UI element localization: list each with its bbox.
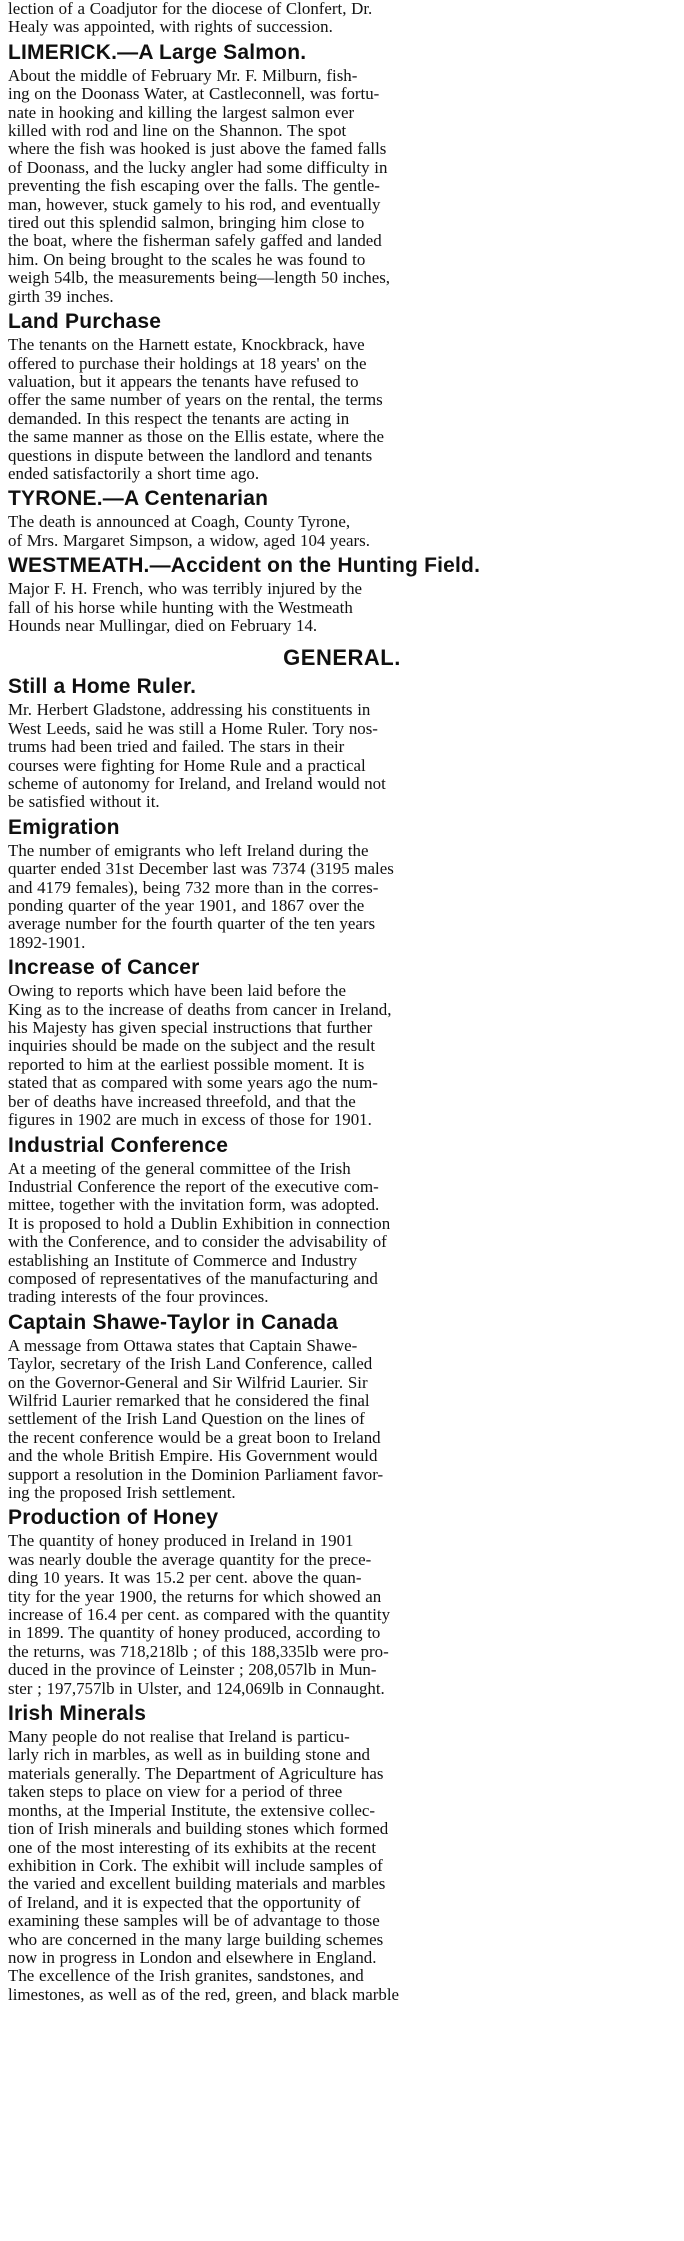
article-heading: LIMERICK.—A Large Salmon. xyxy=(8,40,307,64)
article-industrial-conference xyxy=(8,1134,676,1307)
article-body: The number of emigrants who left Ireland during the quarter ended 31st December last was 7374 (3195 males and 4179 females), being 732 more than in the corres- ponding quarter of the year 1901, and 1867 over the average number for the fourth quarter of the ten years 1892-1901. xyxy=(8,840,394,952)
article-body: The quantity of honey produced in Ireland in 1901 was nearly double the average quantity for the prece- ding 10 years. It was 15.2 per cent. above the quan- tity for the year 1900, the returns for which showed an increase of 16.4 per cent. as compared with the quantity in 1899. The quantity of honey produced, according to the returns, was 718,218lb ; of this 188,335lb were pro- duced in the province of Leinster ; 208,057lb in Mun- ster ; 197,757lb in Ulster, and 124,069lb in Connaught. xyxy=(8,1531,391,1698)
article-body: Major F. H. French, who was terribly injured by the fall of his horse while hunting with the Westmeath Hounds near Mullingar, died on February 14. xyxy=(8,579,363,635)
article-body: The death is announced at Coagh, County Tyrone, of Mrs. Margaret Simpson, a widow, aged 104 years. xyxy=(8,512,370,550)
section-title-general: GENERAL. xyxy=(283,645,401,671)
article-heading: Increase of Cancer xyxy=(8,956,200,980)
article-heading: Emigration xyxy=(8,815,120,839)
article-increase-of-cancer xyxy=(8,956,676,1129)
article-shawe-taylor-canada xyxy=(8,1311,676,1503)
article-heading: WESTMEATH.—Accident on the Hunting Field. xyxy=(8,554,481,578)
article-body: Owing to reports which have been laid before the King as to the increase of deaths from cancer in Ireland, his Majesty has given special instructions that further inquiries should be made on the subject and the result reported to him at the earliest possible moment. It is stated that as compared with some years ago the num- ber of deaths have increased threefold, and that the figures in 1902 are much in excess of those for 1901. xyxy=(8,981,392,1130)
article-body: At a meeting of the general committee of the Irish Industrial Conference the report of the executive com- mittee, together with the invitation form, was adopted. It is proposed to hold a Dublin Exhibition in connection with the Conference, and to consider the advisability of establishing an Institute of Commerce and Industry composed of representatives of the manufacturing and trading interests of the four provinces. xyxy=(8,1158,391,1307)
article-limerick-salmon xyxy=(8,41,676,306)
article-body: A message from Ottawa states that Captain Shawe- Taylor, secretary of the Irish Land Conference, called on the Governor-General and Sir Wilfrid Laurier. Sir Wilfrid Laurier remarked that he considered the final settlement of the Irish Land Question on the lines of the recent conference would be a great boon to Ireland and the whole British Empire. His Government would support a resolution in the Dominion Parliament favor- ing the proposed Irish settlement. xyxy=(8,1335,384,1502)
intro-paragraph: lection of a Coadjutor for the diocese of Clonfert, Dr. Healy was appointed, with rights of succession. xyxy=(8,0,373,37)
article-heading: TYRONE.—A Centenarian xyxy=(8,487,269,511)
article-heading: Captain Shawe-Taylor in Canada xyxy=(8,1310,339,1334)
article-body: About the middle of February Mr. F. Milburn, fish- ing on the Doonass Water, at Castleconnell, was fortu- nate in hooking and killing the largest salmon ever killed with rod and line on the Shannon. The spot where the fish was hooked is just above the famed falls of Doonass, and the lucky angler had some difficulty in preventing the fish escaping over the falls. The gentle- man, however, stuck gamely to his rod, and eventually tired out this splendid salmon, bringing him close to the boat, where the fisherman safely gaffed and landed him. On being brought to the scales he was found to weigh 54lb, the measurements being—length 50 inches, girth 39 inches. xyxy=(8,65,391,306)
article-westmeath-accident xyxy=(8,554,676,635)
article-land-purchase xyxy=(8,310,676,483)
article-home-ruler xyxy=(8,675,676,811)
article-irish-minerals xyxy=(8,1702,676,2004)
article-body: The tenants on the Harnett estate, Knockbrack, have offered to purchase their holdings at 18 years' on the valuation, but it appears the tenants have refused to offer the same number of years on the rental, the terms demanded. In this respect the tenants are acting in the same manner as those on the Ellis estate, where the questions in dispute between the landlord and tenants ended satisfactorily a short time ago. xyxy=(8,335,385,483)
article-heading: Still a Home Ruler. xyxy=(8,675,197,699)
article-heading: Land Purchase xyxy=(8,310,162,334)
article-tyrone-centenarian xyxy=(8,487,676,550)
article-production-of-honey xyxy=(8,1506,676,1698)
article-heading: Irish Minerals xyxy=(8,1702,147,1726)
article-heading: Industrial Conference xyxy=(8,1133,229,1157)
article-body: Mr. Herbert Gladstone, addressing his constituents in West Leeds, said he was still a Home Ruler. Tory nos- trums had been tried and failed. The stars in their courses were fighting for Home Rule and a practical scheme of autonomy for Ireland, and Ireland would not be satisfied without it. xyxy=(8,700,386,812)
article-emigration xyxy=(8,816,676,952)
article-body: Many people do not realise that Ireland is particu- larly rich in marbles, as well as in building stone and materials generally. The Department of Agriculture has taken steps to place on view for a period of three months, at the Imperial Institute, the extensive collec- tion of Irish minerals and building stones which formed one of the most interesting of its exhibits at the recent exhibition in Cork. The exhibit will include samples of the varied and excellent building materials and marbles of Ireland, and it is expected that the opportunity of examining these samples will be of advantage to those who are concerned in the many large building schemes now in progress in London and elsewhere in England. The excellence of the Irish granites, sandstones, and limestones, as well as of the red, green, and black marble xyxy=(8,1727,400,2004)
article-heading: Production of Honey xyxy=(8,1506,219,1530)
